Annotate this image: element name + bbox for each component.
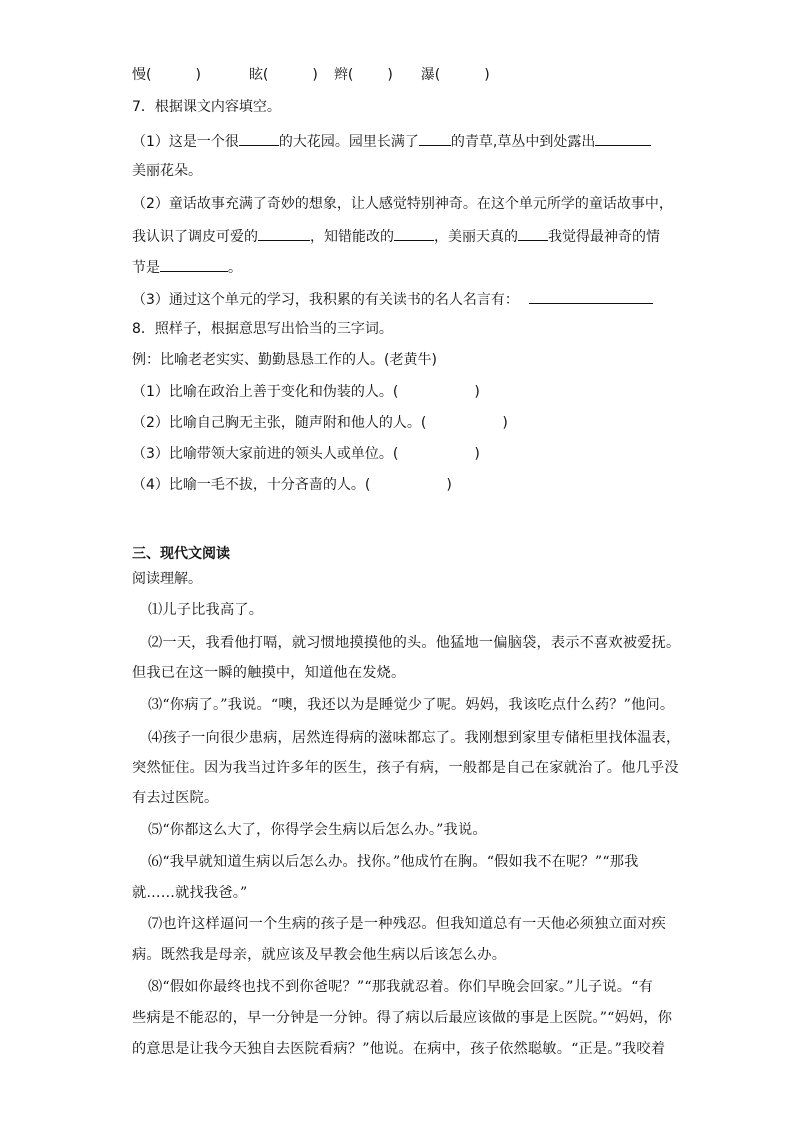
- q7-blank-7[interactable]: [160, 257, 228, 272]
- q7-item-2-text-g: 。: [228, 260, 242, 276]
- q7-item-2-text-b: 我认识了调皮可爱的: [132, 229, 258, 245]
- q7-item-2-text-d: ，美丽天真的: [434, 229, 518, 245]
- passage-line-10: 就……就找我爸。”: [132, 885, 248, 901]
- q6-char-4: 瀑(: [420, 67, 441, 83]
- q8-item-1: [132, 383, 480, 401]
- q6-paren-1: ): [195, 67, 201, 83]
- q7-item-2-text-e: 我觉得最神奇的情: [548, 229, 660, 245]
- section-3-heading: 三、现代文阅读: [132, 546, 230, 562]
- q8-item-2-close: ): [502, 415, 508, 431]
- q8-example: 例：比喻老老实实、勤勤恳恳工作的人。(老黄牛): [132, 352, 437, 368]
- passage-line-8: ⑸“你都这么大了，你得学会生病以后怎么办。”我说。: [148, 822, 487, 838]
- q7-blank-4[interactable]: [258, 226, 310, 241]
- passage-line-12: 病。既然我是母亲，就应该及早教会他生病以后该怎么办。: [132, 947, 507, 963]
- q7-blank-6[interactable]: [518, 226, 548, 241]
- q6-char-3: 辫(: [333, 67, 354, 83]
- q7-item-1-text-a: （1）这是一个很: [132, 134, 239, 150]
- passage-line-6: 突然怔住。因为我当过许多年的医生，孩子有病，一般都是自己在家就治了。他几乎没: [132, 760, 679, 776]
- passage-line-13: ⑻“假如你最终也找不到你爸呢？”“那我就忍着。你们早晚会回家。”儿子说。“有: [148, 979, 653, 995]
- q7-blank-2[interactable]: [419, 131, 451, 146]
- q7-item-3-text: （3）通过这个单元的学习，我积累的有关读书的名人名言有：: [132, 292, 519, 308]
- q7-blank-5[interactable]: [394, 226, 434, 241]
- q7-title: 7．根据课文内容填空。: [132, 99, 281, 115]
- passage-line-3: 但我已在这一瞬的触摸中，知道他在发烧。: [132, 665, 406, 681]
- q6-char-2: 眩(: [248, 67, 269, 83]
- q8-item-1-close: ): [474, 384, 480, 400]
- q7-item-2-cont: [132, 226, 660, 246]
- q7-item-2: （2）童话故事充满了奇妙的想象，让人感觉特别神奇。在这个单元所学的童话故事中，: [132, 196, 673, 212]
- q8-item-1-text: （1）比喻在政治上善于变化和伪装的人。(: [132, 384, 399, 400]
- q7-item-2-text-c: ，知错能改的: [310, 229, 394, 245]
- q6-paren-2: ): [312, 67, 318, 83]
- passage-line-5: ⑷孩子一向很少患病，居然连得病的滋味都忘了。我刚想到家里专储柜里找体温表，: [148, 730, 681, 746]
- q8-item-3-close: ): [474, 446, 480, 462]
- q8-item-3: [132, 445, 480, 463]
- q8-item-3-text: （3）比喻带领大家前进的领头人或单位。(: [132, 446, 399, 462]
- q7-item-2-cont2: [132, 257, 242, 277]
- q7-item-1-cont: 美丽花朵。: [132, 163, 202, 179]
- q7-blank-3[interactable]: [595, 131, 651, 146]
- passage-line-1: ⑴儿子比我高了。: [148, 602, 264, 618]
- q7-blank-8[interactable]: [529, 289, 653, 304]
- q7-item-1-text-b: 的大花园。园里长满了: [278, 134, 419, 150]
- passage-line-14: 些病是不能忍的，早一分钟是一分钟。得了病以后最应该做的事是上医院。”“妈妈，你: [132, 1010, 673, 1026]
- passage-line-11: ⑺也许这样逼问一个生病的孩子是一种残忍。但我知道总有一天他必须独立面对疾: [148, 916, 666, 932]
- q7-item-3: [132, 289, 653, 309]
- q8-item-4-text: （4）比喻一毛不拔，十分吝啬的人。(: [132, 477, 371, 493]
- passage-line-15: 的意思是让我今天独自去医院看病？”他说。在病中，孩子依然聪敏。“正是。”我咬着: [132, 1041, 666, 1057]
- q6-paren-3: ): [387, 67, 393, 83]
- q8-item-4: [132, 476, 452, 494]
- q6-paren-4: ): [484, 67, 490, 83]
- q6-char-1: 慢(: [132, 67, 152, 83]
- q8-title: 8．照样子，根据意思写出恰当的三字词。: [132, 321, 393, 337]
- q8-item-2-text: （2）比喻自己胸无主张，随声附和他人的人。(: [132, 415, 427, 431]
- q7-blank-1[interactable]: [239, 131, 279, 146]
- q7-item-1: [132, 131, 651, 151]
- q8-item-4-close: ): [446, 477, 452, 493]
- passage-line-2: ⑵一天，我看他打嗝，就习惯地摸摸他的头。他猛地一偏脑袋，表示不喜欢被爱抚。: [148, 635, 681, 651]
- q7-item-2-text-f: 节是: [132, 260, 160, 276]
- passage-line-7: 有去过医院。: [132, 790, 219, 806]
- q7-item-1-text-c: 的青草,草丛中到处露出: [450, 134, 596, 150]
- q6-char-row: [132, 66, 490, 84]
- passage-line-9: ⑹“我早就知道生病以后怎么办。找你。”他成竹在胸。“假如我不在呢？”“那我: [148, 854, 639, 870]
- passage-line-4: ⑶“你病了。”我说。“噢，我还以为是睡觉少了呢。妈妈，我该吃点什么药？”他问。: [148, 697, 675, 713]
- section-3-sub: 阅读理解。: [132, 571, 202, 587]
- q8-item-2: [132, 414, 508, 432]
